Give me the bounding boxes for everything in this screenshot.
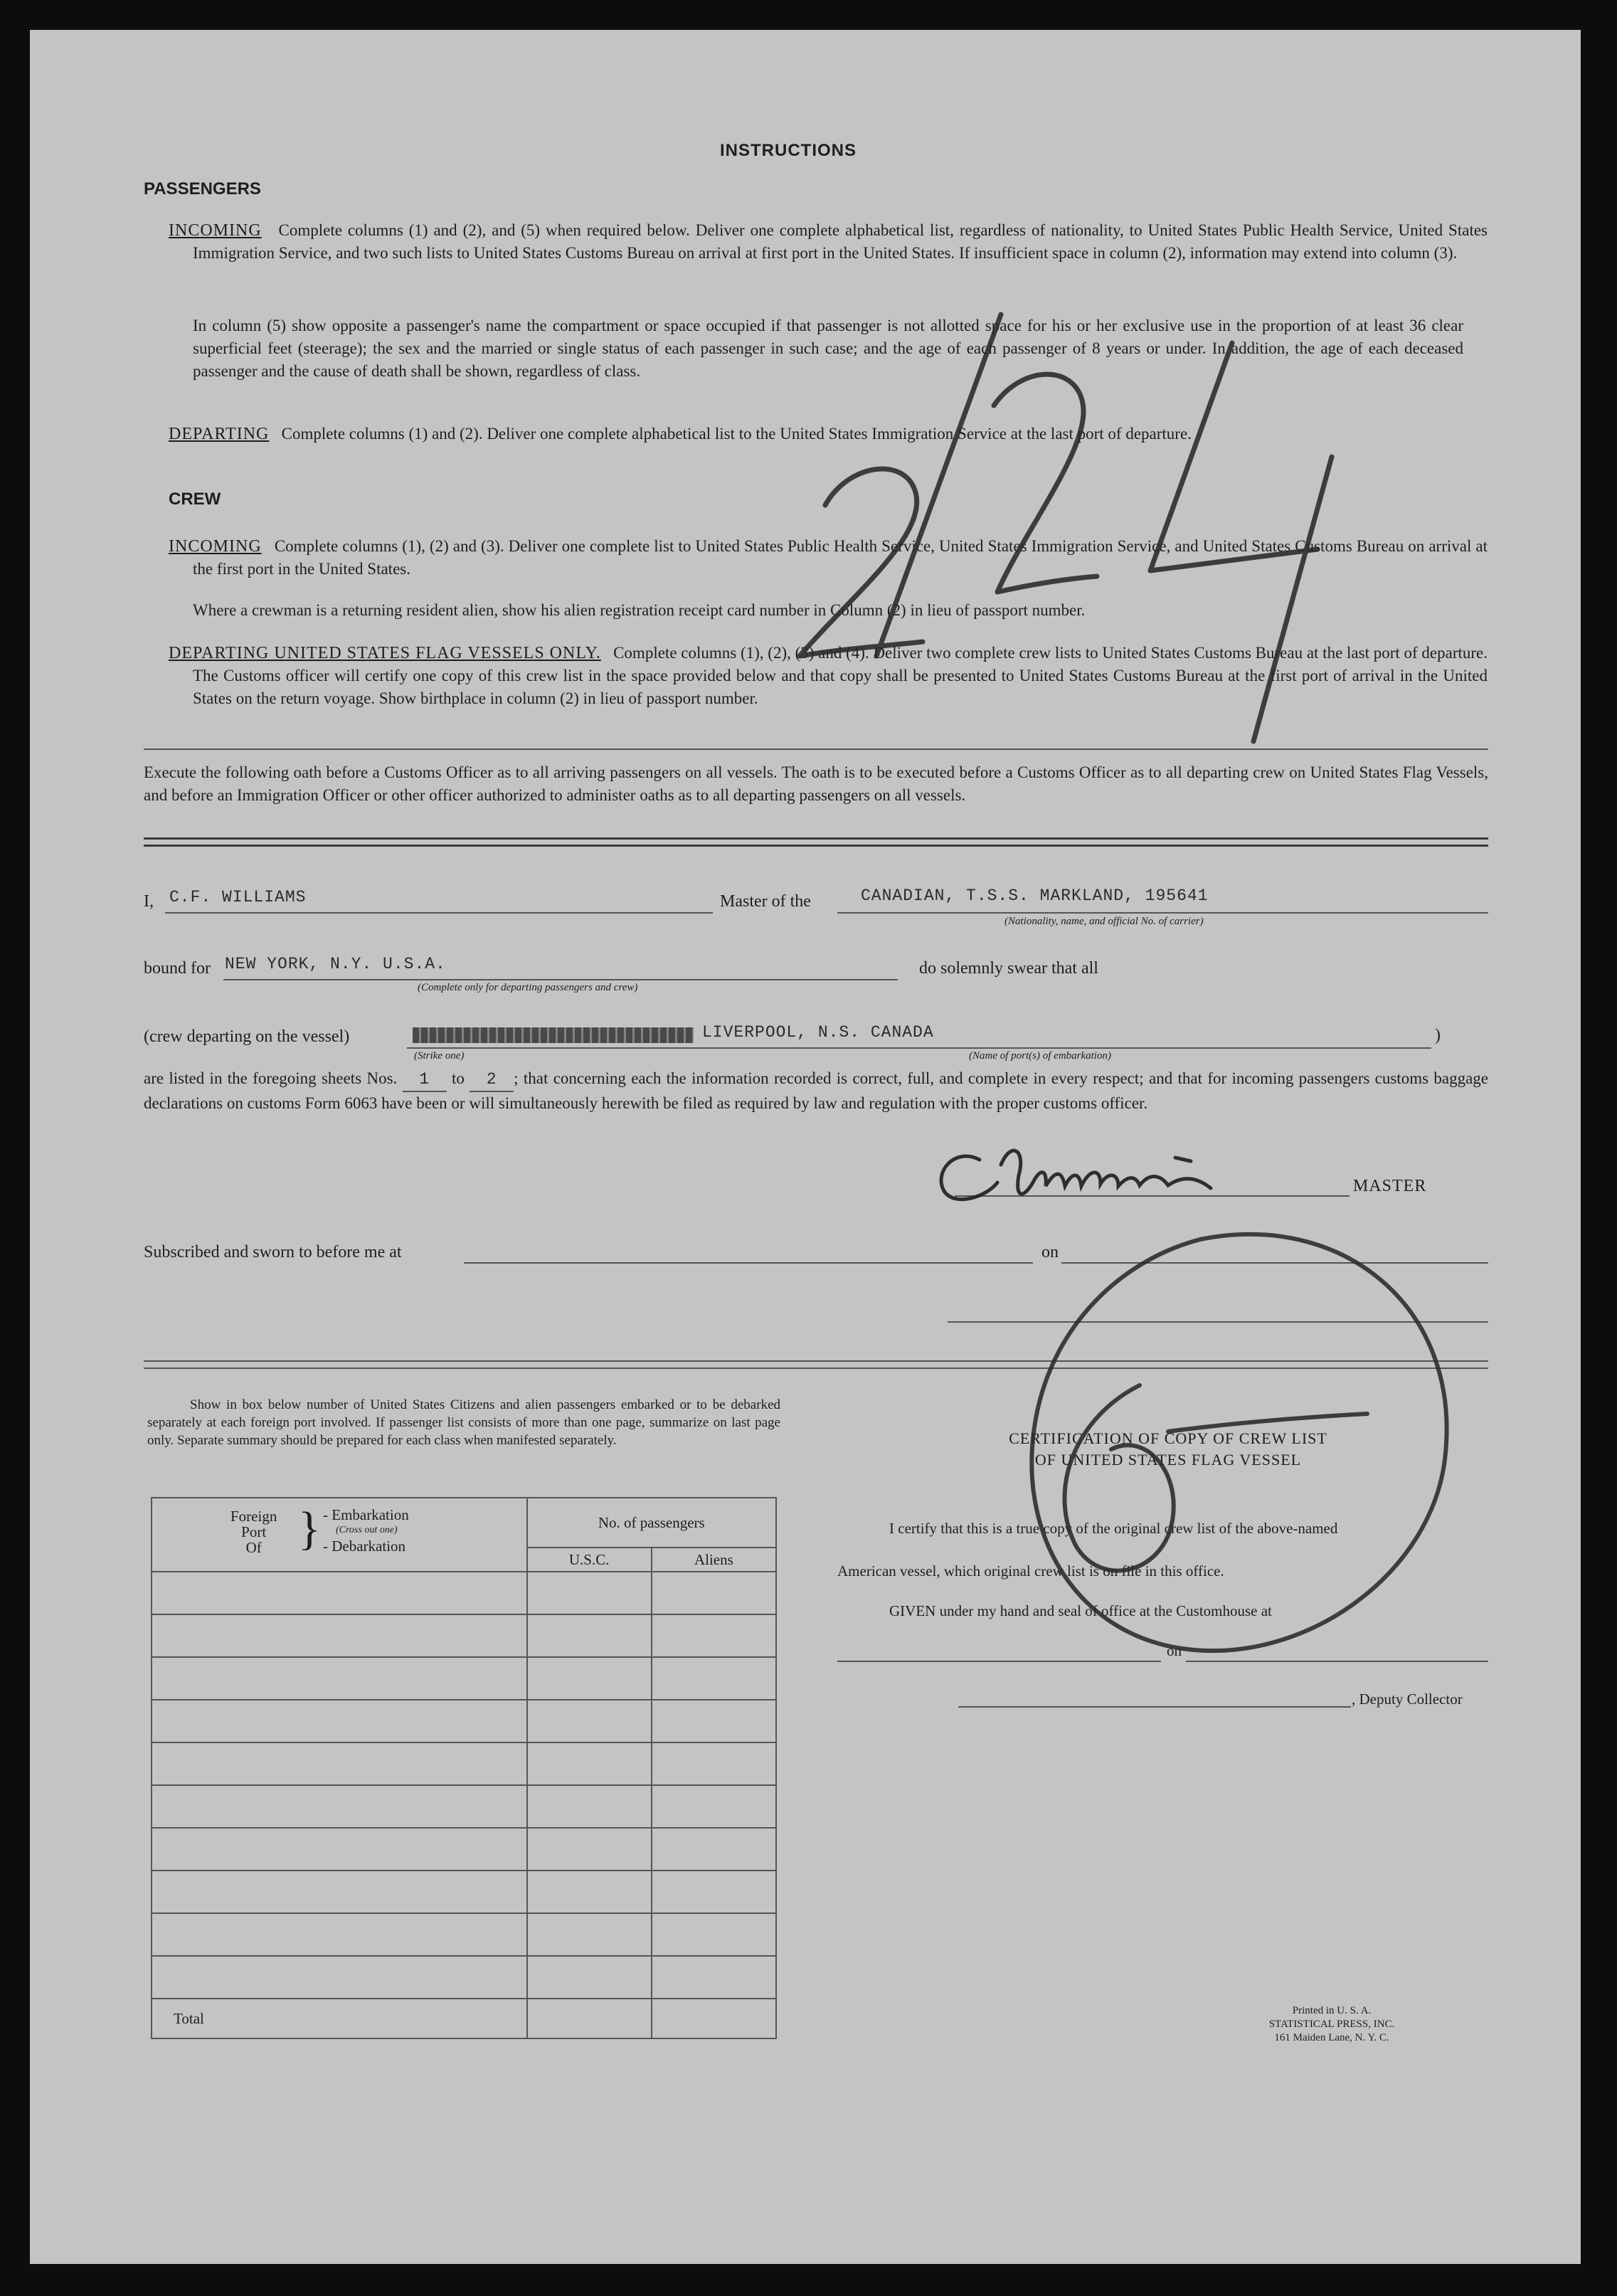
printer-imprint <box>1225 2004 1438 2045</box>
crew-departing-label: (crew departing on the vessel) <box>144 1027 350 1046</box>
total-usc[interactable] <box>527 1999 652 2038</box>
passengers-departing-paragraph <box>169 423 1488 445</box>
master-name-value: C.F. WILLIAMS <box>169 888 307 906</box>
master-label: MASTER <box>1353 1177 1427 1195</box>
deputy-collector-label: , Deputy Collector <box>1352 1691 1463 1708</box>
listed-paragraph <box>144 1067 1488 1115</box>
sheet-from-value: 1 <box>403 1068 447 1092</box>
table-row-aliens[interactable] <box>652 1913 776 1956</box>
header-foreign: Foreign <box>230 1508 277 1525</box>
deputy-collector-line <box>958 1706 1351 1708</box>
master-of-label: Master of the <box>720 892 811 911</box>
passengers-incoming-text: Complete columns (1) and (2), and (5) when required below. Deliver one complete alphabetical list, regardless of nationality, to United States Public Health Service, United States Immigration Service, and two such lists to United States Customs Bureau on arrival at first port in the United States. If insufficient space in column (2), information may extend into column (3). <box>193 221 1488 262</box>
table-row[interactable] <box>152 1785 527 1828</box>
bound-for-caption: (Complete only for departing passengers and crew) <box>418 982 638 993</box>
table-row-usc[interactable] <box>527 1614 652 1657</box>
crew-incoming-paragraph <box>169 535 1488 581</box>
printer-line-1: Printed in U. S. A. <box>1292 2005 1372 2016</box>
divider <box>144 837 1488 840</box>
struck-out-text <box>413 1027 694 1043</box>
swear-text: do solemnly swear that all <box>919 959 1098 978</box>
certification-line-1: I certify that this is a true copy of the original crew list of the above-named <box>889 1520 1338 1537</box>
printer-line-3: 161 Maiden Lane, N. Y. C. <box>1274 2032 1389 2043</box>
table-row-aliens[interactable] <box>652 1572 776 1614</box>
oath-intro: Execute the following oath before a Customs Officer as to all arriving passengers on all vessels. The oath is to be executed before a Customs Officer as to all departing crew on United States Flag Vessels, and before an Immigration Officer or other officer authorized to administer oaths as to all departing passengers on all vessels. <box>144 763 1488 804</box>
header-debarkation: - Debarkation <box>323 1538 406 1555</box>
summary-instructions: Show in box below number of United States Citizens and alien passengers embarked or to be debarked separately at each foreign port involved. If passenger list consists of more than one page, summarize on last page only. Separate summary should be prepared for each class when manifested separately. <box>147 1397 780 1448</box>
table-row-usc[interactable] <box>527 1913 652 1956</box>
table-row-usc[interactable] <box>527 1700 652 1742</box>
table-row-aliens[interactable] <box>652 1742 776 1785</box>
table-row[interactable] <box>152 1572 527 1614</box>
printer-line-2: STATISTICAL PRESS, INC. <box>1268 2019 1395 2030</box>
table-row-usc[interactable] <box>527 1828 652 1871</box>
passengers-departing-text: Complete columns (1) and (2). Deliver one complete alphabetical list to the United States Immigration Service at the last port of departure. <box>281 425 1192 443</box>
table-row-aliens[interactable] <box>652 1614 776 1657</box>
master-name-line <box>165 912 713 914</box>
table-row[interactable] <box>152 1828 527 1871</box>
table-row[interactable] <box>152 1700 527 1742</box>
subscribed-place-line <box>464 1262 1033 1264</box>
aliens-header: Aliens <box>652 1548 776 1572</box>
customhouse-place-line <box>837 1661 1161 1662</box>
table-row[interactable] <box>152 1913 527 1956</box>
crew-departing-label: DEPARTING UNITED STATES FLAG VESSELS ONLY. <box>169 644 601 662</box>
certification-on-label: on <box>1167 1642 1182 1659</box>
table-row-aliens[interactable] <box>652 1700 776 1742</box>
embark-caption: (Name of port(s) of embarkation) <box>969 1050 1111 1062</box>
passengers-departing-label: DEPARTING <box>169 425 270 443</box>
certification-title-2: OF UNITED STATES FLAG VESSEL <box>1034 1451 1302 1469</box>
certification-title <box>948 1428 1389 1471</box>
header-embarkation: - Embarkation <box>323 1506 409 1523</box>
divider <box>144 1367 1488 1369</box>
table-row-usc[interactable] <box>527 1956 652 1999</box>
crew-incoming-label: INCOMING <box>169 537 262 556</box>
passengers-incoming-label: INCOMING <box>169 221 262 240</box>
certification-title-1: CERTIFICATION OF COPY OF CREW LIST <box>1009 1429 1327 1447</box>
certification-line-3: GIVEN under my hand and seal of office at the Customhouse at <box>889 1602 1272 1619</box>
bound-for-value: NEW YORK, N.Y. U.S.A. <box>225 955 446 973</box>
usc-header: U.S.C. <box>527 1548 652 1572</box>
passengers-heading: PASSENGERS <box>144 179 261 199</box>
table-row[interactable] <box>152 1742 527 1785</box>
strike-caption: (Strike one) <box>414 1050 465 1062</box>
table-row-aliens[interactable] <box>652 1871 776 1913</box>
table-row-aliens[interactable] <box>652 1785 776 1828</box>
table-row-usc[interactable] <box>527 1572 652 1614</box>
no-of-passengers-header: No. of passengers <box>527 1498 776 1548</box>
officer-signature-line <box>948 1321 1488 1323</box>
table-row[interactable] <box>152 1657 527 1700</box>
listed-text-2: ; that concerning each the information recorded is correct, full, and complete in every respect; and that for incoming passengers customs baggage declarations on customs Form 6063 have been or will simultaneously herewith be filed as required by law and regulation with the proper customs officer. <box>144 1069 1488 1112</box>
document-sheet <box>30 30 1581 2264</box>
bound-for-line <box>223 979 898 980</box>
foreign-port-header <box>152 1498 527 1572</box>
header-port: Port <box>241 1523 267 1540</box>
passengers-incoming-paragraph <box>169 219 1488 265</box>
vessel-caption: (Nationality, name, and official No. of carrier) <box>1004 916 1204 927</box>
certification-date-line <box>1186 1661 1488 1662</box>
crew-departing-text: Complete columns (1), (2), (3) and (4). Deliver two complete crew lists to United States Customs Bureau at the last port of departure. The Customs officer will certify one copy of this crew list in the space provided below and that copy shall be presented to United States Customs Bureau at the first port of arrival in the United States on the return voyage. Show birthplace in column (2) in lieu of passport number. <box>193 644 1488 707</box>
vessel-value: CANADIAN, T.S.S. MARKLAND, 195641 <box>861 887 1209 905</box>
crewman-paragraph: Where a crewman is a returning resident alien, show his alien registration receipt card number in Column (2) in lieu of passport number. <box>193 601 1086 619</box>
close-paren: ) <box>1435 1026 1441 1044</box>
sheet-to-value: 2 <box>470 1068 514 1092</box>
subscribed-label: Subscribed and sworn to before me at <box>144 1243 402 1261</box>
crew-departing-paragraph <box>169 642 1488 710</box>
table-row-aliens[interactable] <box>652 1657 776 1700</box>
header-cross-out: (Cross out one) <box>336 1525 398 1535</box>
bound-for-label: bound for <box>144 959 211 978</box>
listed-text-1: are listed in the foregoing sheets Nos. <box>144 1069 398 1087</box>
certification-line-2: American vessel, which original crew list is on file in this office. <box>837 1562 1224 1580</box>
table-row-aliens[interactable] <box>652 1956 776 1999</box>
embark-line <box>407 1047 1431 1049</box>
table-row-usc[interactable] <box>527 1742 652 1785</box>
divider <box>144 748 1488 750</box>
vessel-line <box>837 912 1488 914</box>
subscribed-on-label: on <box>1041 1243 1059 1261</box>
table-row[interactable] <box>152 1956 527 1999</box>
table-row[interactable] <box>152 1614 527 1657</box>
instructions-title: INSTRUCTIONS <box>720 141 857 160</box>
to-label: to <box>451 1069 465 1087</box>
table-row[interactable] <box>152 1871 527 1913</box>
brace-glyph: } <box>298 1503 321 1555</box>
header-of: Of <box>245 1539 262 1556</box>
passenger-summary-table <box>151 1497 777 2039</box>
total-aliens[interactable] <box>652 1999 776 2038</box>
oath-i-label: I, <box>144 892 154 911</box>
crew-heading: CREW <box>169 490 221 509</box>
table-row-usc[interactable] <box>527 1785 652 1828</box>
subscribed-date-line <box>1061 1262 1488 1264</box>
divider <box>144 845 1488 847</box>
crew-incoming-text: Complete columns (1), (2) and (3). Deliver one complete list to United States Public Health Service, United States Immigration Service, and United States Customs Bureau on arrival at the first port in the United States. <box>193 537 1488 578</box>
column5-paragraph: In column (5) show opposite a passenger's name the compartment or space occupied if that passenger is not allotted space for his or her exclusive use in the proportion of at least 36 clear superficial feet (steerage); the sex and the married or single status of each passenger in such case; and the age of each passenger of 8 years or under. In addition, the age of each deceased passenger and the cause of death shall be shown, regardless of class. <box>193 317 1463 380</box>
master-signature-line <box>955 1195 1350 1197</box>
table-row-usc[interactable] <box>527 1871 652 1913</box>
divider <box>144 1360 1488 1362</box>
embark-ports-value: LIVERPOOL, N.S. CANADA <box>702 1023 934 1042</box>
table-row-usc[interactable] <box>527 1657 652 1700</box>
table-row-aliens[interactable] <box>652 1828 776 1871</box>
total-row-label: Total <box>152 1999 527 2038</box>
